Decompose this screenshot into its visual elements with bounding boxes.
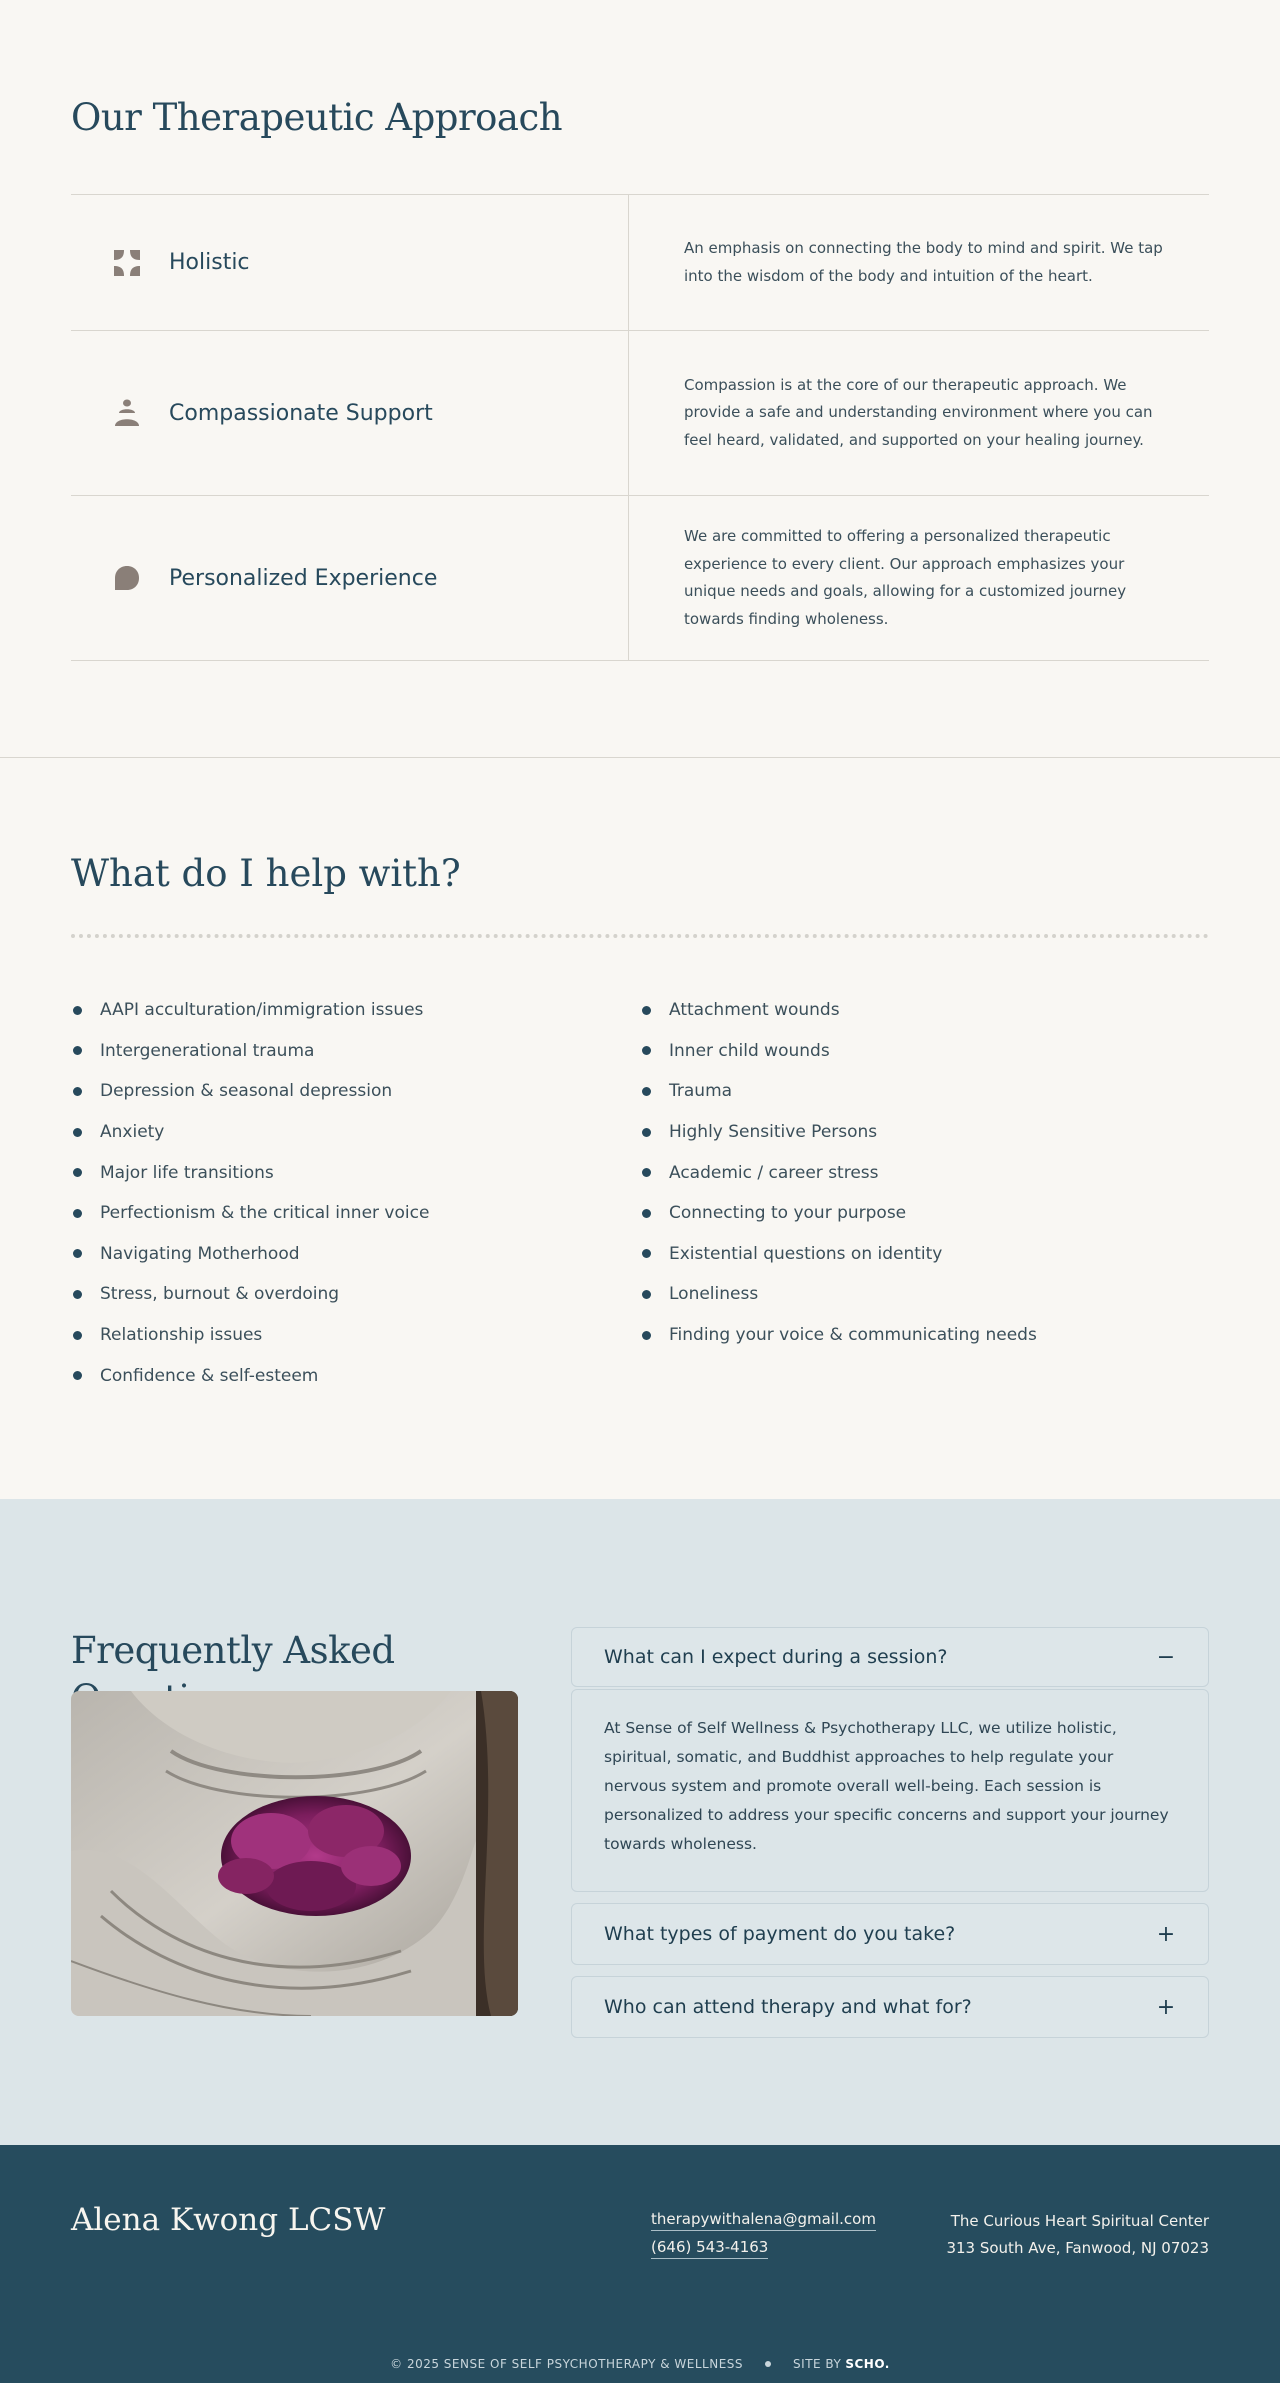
approach-title: Our Therapeutic Approach [71, 96, 563, 139]
help-item-label: Intergenerational trauma [100, 1040, 315, 1061]
help-item-label: Academic / career stress [669, 1162, 879, 1183]
help-list-item [71, 1355, 640, 1396]
faq-accordion [571, 1627, 1209, 2145]
help-section [0, 758, 1280, 1499]
approach-item-title: Holistic [169, 250, 250, 275]
faq-question-header[interactable] [572, 1977, 1208, 2037]
approach-row-personalized [71, 496, 1209, 661]
help-list-item [640, 990, 1209, 1031]
help-list-item [640, 1193, 1209, 1234]
faq-item-who [571, 1976, 1209, 2038]
bullet-dot-icon [642, 1046, 651, 1055]
help-item-label: Inner child wounds [669, 1040, 830, 1061]
help-list-item [71, 1071, 640, 1112]
faq-title: Frequently Asked [71, 1629, 395, 1672]
help-item-label: Anxiety [100, 1122, 165, 1143]
site-by-label: SITE BY [793, 2357, 842, 2371]
help-list-item [71, 1152, 640, 1193]
approach-row-compassionate [71, 331, 1209, 496]
approach-item-text: We are committed to offering a personalized therapeutic experience to every client. Our approach emphasizes your unique needs and goals, allowing for a customized journey towards finding wholeness. [684, 527, 1127, 628]
plus-icon[interactable]: + [1156, 1994, 1176, 2020]
bullet-dot-icon [73, 1168, 82, 1177]
help-list-item [640, 1152, 1209, 1193]
site-by-brand[interactable]: SCHO. [845, 2357, 890, 2371]
help-list-item [71, 1031, 640, 1072]
minus-icon[interactable]: − [1156, 1644, 1176, 1670]
help-list-right [640, 990, 1209, 1396]
help-list-item [71, 990, 640, 1031]
site-footer [0, 2145, 1280, 2383]
faq-question: What can I expect during a session? [604, 1646, 948, 1668]
help-list-left [71, 990, 640, 1396]
help-list-item [71, 1112, 640, 1153]
address-line: The Curious Heart Spiritual Center [950, 2212, 1209, 2230]
faq-answer: At Sense of Self Wellness & Psychotherapy LLC, we utilize holistic, spiritual, somatic, and Buddhist approaches to help regulate your nervous system and promote overall well-being. Each session is personalized to address your specific concerns and support your journey towards wholeness. [604, 1719, 1169, 1853]
bullet-dot-icon [642, 1249, 651, 1258]
footer-bottom-bar [0, 2357, 1280, 2371]
help-item-label: Connecting to your purpose [669, 1203, 907, 1224]
bullet-dot-icon [642, 1128, 651, 1137]
help-item-label: Relationship issues [100, 1325, 263, 1346]
buddha-hands-image [71, 1691, 518, 2016]
footer-address [946, 2208, 1209, 2262]
help-list-item [71, 1315, 640, 1356]
help-item-label: Attachment wounds [669, 1000, 840, 1021]
help-item-label: Existential questions on identity [669, 1243, 943, 1264]
help-list-item [640, 1315, 1209, 1356]
footer-brand[interactable]: Alena Kwong LCSW [71, 2202, 386, 2238]
flower-icon [111, 247, 143, 279]
faq-question: Who can attend therapy and what for? [604, 1996, 972, 2018]
approach-row-holistic [71, 195, 1209, 331]
help-list [71, 990, 1209, 1396]
phone-link[interactable]: (646) 543-4163 [651, 2236, 768, 2259]
faq-question-header[interactable] [571, 1627, 1209, 1687]
address-line: 313 South Ave, Fanwood, NJ 07023 [946, 2239, 1209, 2257]
faq-question-header[interactable] [572, 1904, 1208, 1964]
speech-bubble-icon [111, 562, 143, 594]
bullet-dot-icon [73, 1290, 82, 1299]
approach-item-text: An emphasis on connecting the body to mind and spirit. We tap into the wisdom of the body and intuition of the heart. [684, 239, 1163, 285]
help-item-label: Major life transitions [100, 1162, 274, 1183]
bullet-dot-icon [642, 1087, 651, 1096]
help-list-item [640, 1234, 1209, 1275]
help-list-item [71, 1193, 640, 1234]
bullet-dot-icon [73, 1209, 82, 1218]
bullet-dot-icon [73, 1128, 82, 1137]
bullet-dot-icon [73, 1371, 82, 1380]
bullet-dot-icon [73, 1249, 82, 1258]
email-link[interactable]: therapywithalena@gmail.com [651, 2208, 876, 2231]
faq-section [0, 1499, 1280, 2145]
help-list-item [640, 1274, 1209, 1315]
bullet-dot-icon [642, 1290, 651, 1299]
bullet-dot-icon [642, 1209, 651, 1218]
bullet-dot-icon [73, 1006, 82, 1015]
faq-answer-panel [571, 1689, 1209, 1892]
help-item-label: Perfectionism & the critical inner voice [100, 1203, 430, 1224]
bullet-dot-icon [642, 1168, 651, 1177]
bullet-dot-icon [73, 1087, 82, 1096]
stacked-stones-icon [111, 397, 143, 429]
faq-item-payment [571, 1903, 1209, 1965]
faq-item-session [571, 1627, 1209, 1892]
footer-contact [651, 2208, 876, 2264]
bullet-dot-icon [73, 1046, 82, 1055]
help-list-item [640, 1112, 1209, 1153]
bullet-dot-icon [73, 1331, 82, 1340]
help-item-label: Loneliness [669, 1284, 759, 1305]
help-item-label: AAPI acculturation/immigration issues [100, 1000, 424, 1021]
approach-section [0, 0, 1280, 758]
help-list-item [640, 1031, 1209, 1072]
help-item-label: Finding your voice & communicating needs [669, 1325, 1037, 1346]
plus-icon[interactable]: + [1156, 1921, 1176, 1947]
bullet-dot-icon [642, 1331, 651, 1340]
help-title: What do I help with? [71, 852, 461, 895]
help-item-label: Depression & seasonal depression [100, 1081, 393, 1102]
help-item-label: Confidence & self-esteem [100, 1365, 319, 1386]
approach-item-title: Personalized Experience [169, 565, 438, 591]
help-item-label: Stress, burnout & overdoing [100, 1284, 340, 1305]
help-item-label: Trauma [669, 1081, 733, 1102]
dotted-divider [71, 934, 1209, 938]
help-list-item [71, 1274, 640, 1315]
faq-question: What types of payment do you take? [604, 1923, 956, 1945]
approach-table [71, 194, 1209, 661]
site-credit[interactable] [793, 2357, 890, 2371]
separator-dot [765, 2361, 771, 2367]
help-list-item [71, 1234, 640, 1275]
help-item-label: Navigating Motherhood [100, 1243, 300, 1264]
copyright-text: © 2025 SENSE OF SELF PSYCHOTHERAPY & WELLNESS [390, 2357, 744, 2371]
approach-item-title: Compassionate Support [169, 400, 433, 426]
help-item-label: Highly Sensitive Persons [669, 1122, 878, 1143]
approach-item-text: Compassion is at the core of our therapeutic approach. We provide a safe and understanding environment where you can feel heard, validated, and supported on your healing journey. [684, 375, 1153, 449]
help-list-item [640, 1071, 1209, 1112]
bullet-dot-icon [642, 1006, 651, 1015]
